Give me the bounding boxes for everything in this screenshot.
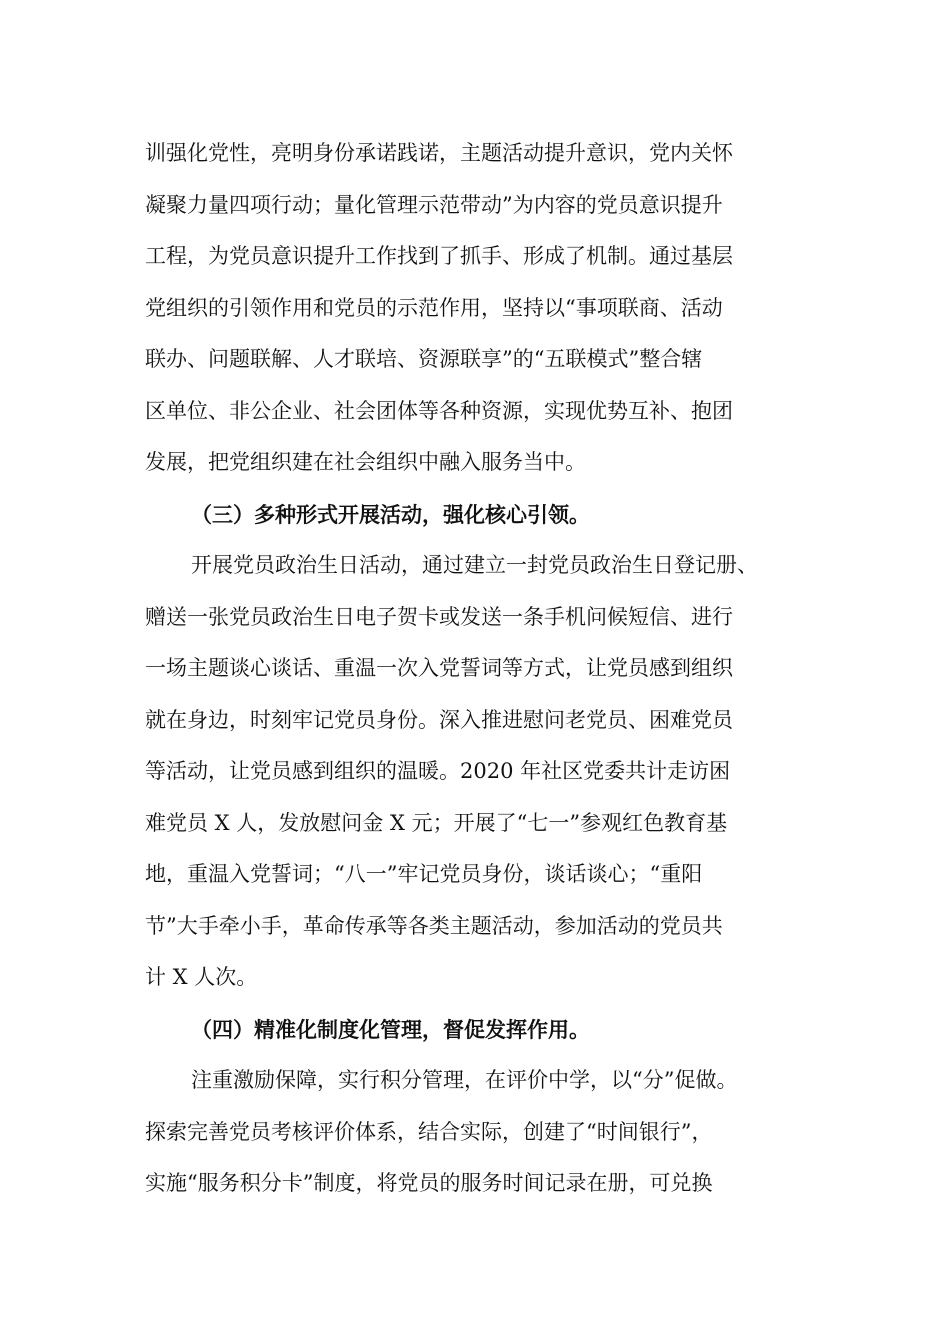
text-line: 训强化党性，亮明身份承诺践诺，主题活动提升意识，党内关怀 — [145, 141, 733, 165]
text-line: 难党员 X 人，发放慰问金 X 元；开展了“七一”参观红色教育基 — [145, 810, 728, 835]
text-line: 探索完善党员考核评价体系，结合实际，创建了“时间银行”， — [145, 1119, 713, 1144]
text-line: 开展党员政治生日活动，通过建立一封党员政治生日登记册、 — [191, 553, 758, 577]
text-line: 赠送一张党员政治生日电子贺卡或发送一条手机问候短信、进行 — [145, 604, 733, 629]
section-heading-4: （四）精准化制度化管理，督促发挥作用。 — [191, 1016, 590, 1042]
text-line: 等活动，让党员感到组织的温暖。2020 年社区党委共计走访困 — [145, 759, 731, 783]
text-line: 发展，把党组织建在社会组织中融入服务当中。 — [145, 450, 586, 474]
section-heading-3: （三）多种形式开展活动，强化核心引领。 — [191, 501, 590, 527]
text-line: 区单位、非公企业、社会团体等各种资源，实现优势互补、抱团 — [145, 398, 733, 423]
paragraph-2 — [145, 540, 835, 1004]
text-line: 实施“服务积分卡”制度，将党员的服务时间记录在册，可兑换 — [145, 1171, 713, 1195]
text-line: 联办、问题联解、人才联培、资源联享”的“五联模式”整合辖 — [145, 347, 703, 371]
text-line: 党组织的引领作用和党员的示范作用，坚持以“事项联商、活动 — [145, 295, 723, 320]
text-line: 节”大手牵小手，革命传承等各类主题活动，参加活动的党员共 — [145, 913, 723, 938]
text-line: 注重激励保障，实行积分管理，在评价中学，以“分”促做。 — [191, 1068, 738, 1092]
text-line: 工程，为党员意识提升工作找到了抓手、形成了机制。通过基层 — [145, 244, 733, 268]
document-body — [145, 128, 835, 1210]
paragraph-3 — [145, 1055, 835, 1210]
paragraph-1 — [145, 128, 835, 489]
text-line: 计 X 人次。 — [145, 965, 258, 989]
text-line: 凝聚力量四项行动；量化管理示范带动”为内容的党员意识提升 — [145, 192, 723, 217]
text-line: 地，重温入党誓词；“八一”牢记党员身份，谈话谈心；“重阳 — [145, 862, 703, 886]
text-line: 就在身边，时刻牢记党员身份。深入推进慰问老党员、困难党员 — [145, 707, 733, 732]
text-line: 一场主题谈心谈话、重温一次入党誓词等方式，让党员感到组织 — [145, 656, 733, 680]
